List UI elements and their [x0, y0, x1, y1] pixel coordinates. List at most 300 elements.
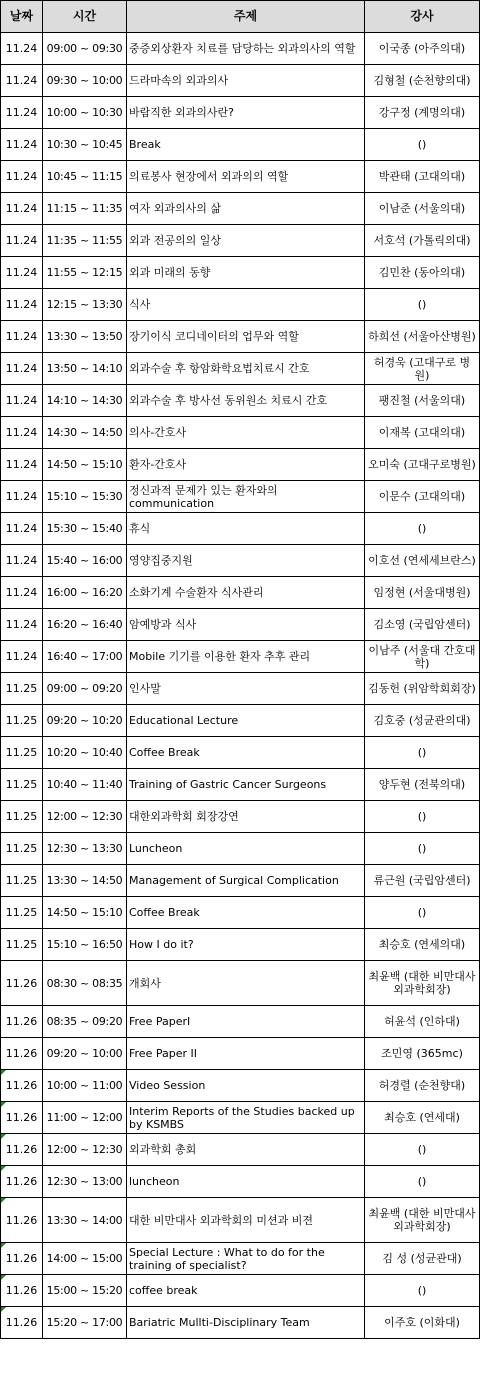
topic-cell	[127, 897, 365, 929]
speaker-cell-text: 오미숙 (고대구로병원)	[368, 458, 476, 471]
time-cell	[43, 1038, 127, 1070]
speaker-cell	[365, 609, 480, 641]
time-cell-text: 10:00 ~ 10:30	[46, 106, 123, 119]
time-cell	[43, 449, 127, 481]
topic-cell-text: Free Paper II	[129, 1047, 197, 1060]
topic-cell-text: 식사	[129, 298, 151, 311]
date-cell	[1, 193, 43, 225]
speaker-cell	[365, 1102, 480, 1134]
speaker-cell	[365, 545, 480, 577]
date-cell-text: 11.24	[5, 42, 38, 55]
date-cell-text: 11.24	[5, 522, 38, 535]
date-cell	[1, 865, 43, 897]
date-cell	[1, 417, 43, 449]
date-cell-text: 11.25	[5, 842, 38, 855]
time-cell-text: 12:15 ~ 13:30	[46, 298, 123, 311]
table-row	[1, 833, 480, 865]
time-cell-text: 09:00 ~ 09:20	[46, 682, 123, 695]
topic-cell-text: 외과 전공의의 일상	[129, 234, 222, 247]
time-cell	[43, 1166, 127, 1198]
speaker-cell-text: ()	[417, 1143, 427, 1156]
time-cell	[43, 961, 127, 1006]
date-cell	[1, 257, 43, 289]
time-cell	[43, 641, 127, 673]
time-cell	[43, 801, 127, 833]
date-cell	[1, 705, 43, 737]
time-cell-text: 16:40 ~ 17:00	[46, 650, 123, 663]
speaker-cell	[365, 705, 480, 737]
date-cell	[1, 897, 43, 929]
table-row	[1, 929, 480, 961]
topic-cell	[127, 577, 365, 609]
date-cell	[1, 289, 43, 321]
date-cell-text: 11.24	[5, 138, 38, 151]
speaker-cell	[365, 577, 480, 609]
topic-cell	[127, 481, 365, 513]
date-cell	[1, 353, 43, 385]
table-row	[1, 769, 480, 801]
speaker-cell-text: 김 성 (성균관대)	[382, 1252, 462, 1265]
date-cell	[1, 737, 43, 769]
topic-cell	[127, 961, 365, 1006]
speaker-cell-text: ()	[417, 842, 427, 855]
speaker-cell-text: 허경렬 (순천향대)	[378, 1079, 466, 1092]
time-cell	[43, 33, 127, 65]
speaker-cell-text: ()	[417, 298, 427, 311]
time-cell	[43, 385, 127, 417]
speaker-cell	[365, 97, 480, 129]
table-row	[1, 193, 480, 225]
date-cell	[1, 833, 43, 865]
speaker-cell-text: 이재복 (고대의대)	[378, 426, 466, 439]
topic-cell	[127, 289, 365, 321]
date-cell	[1, 225, 43, 257]
time-cell-text: 08:35 ~ 09:20	[46, 1015, 123, 1028]
table-row	[1, 65, 480, 97]
time-cell	[43, 289, 127, 321]
speaker-cell	[365, 961, 480, 1006]
speaker-cell	[365, 929, 480, 961]
time-cell-text: 14:00 ~ 15:00	[46, 1252, 123, 1265]
topic-cell	[127, 545, 365, 577]
date-cell	[1, 97, 43, 129]
header-row	[1, 1, 480, 33]
time-cell	[43, 769, 127, 801]
time-cell-text: 10:45 ~ 11:15	[46, 170, 123, 183]
time-cell-text: 09:00 ~ 09:30	[46, 42, 123, 55]
table-row	[1, 737, 480, 769]
speaker-cell-text: ()	[417, 810, 427, 823]
table-row	[1, 1307, 480, 1339]
date-cell	[1, 1102, 43, 1134]
time-cell	[43, 321, 127, 353]
date-cell-text: 11.24	[5, 650, 38, 663]
date-cell	[1, 33, 43, 65]
date-cell	[1, 1038, 43, 1070]
speaker-cell-text: ()	[417, 522, 427, 535]
date-cell	[1, 65, 43, 97]
date-cell	[1, 545, 43, 577]
date-cell	[1, 321, 43, 353]
header-time: 시간	[43, 1, 127, 33]
speaker-cell	[365, 833, 480, 865]
topic-cell-text: 휴식	[129, 522, 151, 535]
date-cell-text: 11.26	[5, 1175, 38, 1188]
time-cell-text: 12:30 ~ 13:00	[46, 1175, 123, 1188]
speaker-cell-text: 서호석 (가톨릭의대)	[373, 234, 471, 247]
speaker-cell-text: 최승호 (연세대)	[384, 1111, 460, 1124]
time-cell-text: 11:15 ~ 11:35	[46, 202, 123, 215]
topic-cell-text: Management of Surgical Complication	[129, 874, 339, 887]
speaker-cell-text: 조민영 (365mc)	[381, 1047, 463, 1060]
date-cell	[1, 1307, 43, 1339]
date-cell-text: 11.26	[5, 1015, 38, 1028]
table-row	[1, 961, 480, 1006]
date-cell-text: 11.24	[5, 234, 38, 247]
topic-cell-text: 장기이식 코디네이터의 업무와 역할	[129, 330, 299, 343]
date-cell	[1, 1006, 43, 1038]
time-cell	[43, 929, 127, 961]
topic-cell-text: 중증외상환자 치료를 담당하는 외과의사의 역할	[129, 42, 356, 55]
date-cell	[1, 385, 43, 417]
speaker-cell-text: 이국종 (아주의대)	[378, 42, 466, 55]
topic-cell	[127, 513, 365, 545]
speaker-cell-text: 하희선 (서울아산병원)	[368, 330, 476, 343]
date-cell-text: 11.24	[5, 362, 38, 375]
date-cell-text: 11.26	[5, 1111, 38, 1124]
time-cell-text: 15:40 ~ 16:00	[46, 554, 123, 567]
topic-cell-text: Interim Reports of the Studies backed up by KSMBS	[129, 1104, 355, 1131]
speaker-cell-text: 이문수 (고대의대)	[378, 490, 466, 503]
date-cell-text: 11.25	[5, 874, 38, 887]
topic-cell	[127, 385, 365, 417]
header-topic: 주제	[127, 1, 365, 33]
date-cell	[1, 673, 43, 705]
time-cell-text: 14:50 ~ 15:10	[46, 906, 123, 919]
topic-cell	[127, 417, 365, 449]
topic-cell	[127, 161, 365, 193]
date-cell-text: 11.24	[5, 170, 38, 183]
topic-cell-text: How I do it?	[129, 938, 194, 951]
time-cell-text: 09:20 ~ 10:00	[46, 1047, 123, 1060]
topic-cell-text: Luncheon	[129, 842, 183, 855]
date-cell-text: 11.24	[5, 74, 38, 87]
table-row	[1, 1102, 480, 1134]
table-row	[1, 385, 480, 417]
date-cell-text: 11.26	[5, 1252, 38, 1265]
topic-cell-text: 인사말	[129, 682, 161, 695]
topic-cell-text: 대한 비만대사 외과학회의 미션과 비젼	[129, 1213, 314, 1227]
date-cell-text: 11.24	[5, 266, 38, 279]
speaker-cell	[365, 865, 480, 897]
topic-cell-text: 외과수술 후 항암화학요법치료시 간호	[129, 362, 310, 375]
header-speaker: 강사	[365, 1, 480, 33]
speaker-cell-text: 허윤석 (인하대)	[384, 1015, 460, 1028]
header-date: 날짜	[1, 1, 43, 33]
table-row	[1, 449, 480, 481]
time-cell-text: 15:30 ~ 15:40	[46, 522, 123, 535]
date-cell	[1, 929, 43, 961]
time-cell	[43, 481, 127, 513]
topic-cell-text: 외과학회 총회	[129, 1143, 197, 1156]
time-cell-text: 11:55 ~ 12:15	[46, 266, 123, 279]
time-cell-text: 16:00 ~ 16:20	[46, 586, 123, 599]
time-cell	[43, 225, 127, 257]
date-cell	[1, 801, 43, 833]
speaker-cell-text: 최승호 (연세의대)	[378, 938, 466, 951]
time-cell	[43, 1006, 127, 1038]
comment-marker-icon	[1, 1243, 6, 1248]
time-cell	[43, 1070, 127, 1102]
topic-cell	[127, 129, 365, 161]
topic-cell-text: Bariatric Mullti-Disciplinary Team	[129, 1316, 310, 1329]
speaker-cell-text: ()	[417, 138, 427, 151]
speaker-cell-text: ()	[417, 906, 427, 919]
time-cell-text: 10:00 ~ 11:00	[46, 1079, 123, 1092]
topic-cell-text: Coffee Break	[129, 746, 200, 759]
speaker-cell	[365, 641, 480, 673]
time-cell	[43, 161, 127, 193]
time-cell	[43, 865, 127, 897]
speaker-cell	[365, 65, 480, 97]
topic-cell-text: 대한외과학회 회장강연	[129, 810, 239, 823]
topic-cell	[127, 833, 365, 865]
table-row	[1, 1166, 480, 1198]
comment-marker-icon	[1, 1307, 6, 1312]
table-row	[1, 545, 480, 577]
table-row	[1, 609, 480, 641]
speaker-cell-text: ()	[417, 1284, 427, 1297]
topic-cell-text: 외과 미래의 동향	[129, 266, 211, 279]
topic-cell	[127, 1134, 365, 1166]
speaker-cell-text: 김호중 (성균관의대)	[373, 714, 471, 727]
speaker-cell-text: 이호선 (연세세브란스)	[368, 554, 476, 567]
time-cell-text: 16:20 ~ 16:40	[46, 618, 123, 631]
topic-cell	[127, 1166, 365, 1198]
topic-cell	[127, 193, 365, 225]
speaker-cell-text: 허경욱 (고대구로 병원)	[373, 355, 471, 382]
speaker-cell-text: 김민찬 (동아의대)	[378, 266, 466, 279]
topic-cell-text: Special Lecture : What to do for the training of specialist?	[129, 1245, 325, 1272]
speaker-cell	[365, 1134, 480, 1166]
time-cell	[43, 417, 127, 449]
table-row	[1, 1070, 480, 1102]
topic-cell	[127, 225, 365, 257]
topic-cell	[127, 737, 365, 769]
table-row	[1, 1198, 480, 1243]
topic-cell	[127, 801, 365, 833]
speaker-cell	[365, 1275, 480, 1307]
date-cell-text: 11.25	[5, 938, 38, 951]
comment-marker-icon	[1, 1198, 6, 1203]
date-cell-text: 11.24	[5, 106, 38, 119]
date-cell-text: 11.26	[5, 1284, 38, 1297]
date-cell	[1, 1275, 43, 1307]
time-cell	[43, 513, 127, 545]
comment-marker-icon	[1, 1102, 6, 1107]
time-cell	[43, 577, 127, 609]
time-cell-text: 09:30 ~ 10:00	[46, 74, 123, 87]
speaker-cell-text: ()	[417, 1175, 427, 1188]
time-cell-text: 14:10 ~ 14:30	[46, 394, 123, 407]
date-cell	[1, 641, 43, 673]
topic-cell	[127, 1070, 365, 1102]
schedule-body	[1, 33, 480, 1339]
time-cell	[43, 545, 127, 577]
time-cell-text: 13:30 ~ 13:50	[46, 330, 123, 343]
comment-marker-icon	[1, 1166, 6, 1171]
comment-marker-icon	[1, 1134, 6, 1139]
topic-cell-text: Video Session	[129, 1079, 206, 1092]
speaker-cell-text: 양두현 (전북의대)	[378, 778, 466, 791]
time-cell-text: 14:30 ~ 14:50	[46, 426, 123, 439]
table-row	[1, 513, 480, 545]
date-cell-text: 11.26	[5, 1316, 38, 1329]
topic-cell-text: Educational Lecture	[129, 714, 239, 727]
time-cell-text: 11:00 ~ 12:00	[46, 1111, 123, 1124]
date-cell	[1, 1070, 43, 1102]
time-cell	[43, 1243, 127, 1275]
time-cell-text: 10:20 ~ 10:40	[46, 746, 123, 759]
topic-cell-text: Break	[129, 138, 161, 151]
speaker-cell-text: ()	[417, 746, 427, 759]
topic-cell-text: 영양집중지원	[129, 554, 193, 567]
topic-cell	[127, 865, 365, 897]
speaker-cell	[365, 353, 480, 385]
time-cell	[43, 609, 127, 641]
topic-cell-text: 여자 외과의사의 삶	[129, 202, 222, 215]
speaker-cell	[365, 321, 480, 353]
date-cell	[1, 769, 43, 801]
date-cell	[1, 577, 43, 609]
topic-cell	[127, 33, 365, 65]
table-row	[1, 673, 480, 705]
time-cell-text: 08:30 ~ 08:35	[46, 976, 123, 990]
date-cell-text: 11.24	[5, 618, 38, 631]
topic-cell-text: 의사-간호사	[129, 426, 187, 439]
date-cell	[1, 481, 43, 513]
topic-cell	[127, 65, 365, 97]
speaker-cell	[365, 1307, 480, 1339]
table-row	[1, 577, 480, 609]
speaker-cell	[365, 129, 480, 161]
date-cell-text: 11.26	[5, 1213, 38, 1227]
speaker-cell	[365, 193, 480, 225]
date-cell	[1, 1134, 43, 1166]
time-cell-text: 15:10 ~ 15:30	[46, 490, 123, 503]
table-row	[1, 897, 480, 929]
speaker-cell-text: 류근원 (국립암센터)	[373, 874, 471, 887]
table-row	[1, 1275, 480, 1307]
table-row	[1, 33, 480, 65]
topic-cell-text: 드라마속의 외과의사	[129, 74, 229, 87]
speaker-cell	[365, 673, 480, 705]
speaker-cell	[365, 1006, 480, 1038]
time-cell	[43, 97, 127, 129]
topic-cell	[127, 929, 365, 961]
speaker-cell	[365, 1070, 480, 1102]
speaker-cell	[365, 513, 480, 545]
speaker-cell-text: 김소영 (국립암센터)	[373, 618, 471, 631]
speaker-cell	[365, 385, 480, 417]
topic-cell-text: Free PaperI	[129, 1015, 191, 1028]
time-cell	[43, 129, 127, 161]
date-cell-text: 11.24	[5, 554, 38, 567]
topic-cell	[127, 449, 365, 481]
table-row	[1, 129, 480, 161]
topic-cell	[127, 609, 365, 641]
date-cell-text: 11.24	[5, 490, 38, 503]
date-cell-text: 11.24	[5, 394, 38, 407]
date-cell-text: 11.26	[5, 1143, 38, 1156]
time-cell	[43, 1275, 127, 1307]
date-cell-text: 11.25	[5, 778, 38, 791]
topic-cell	[127, 1307, 365, 1339]
time-cell-text: 14:50 ~ 15:10	[46, 458, 123, 471]
speaker-cell	[365, 161, 480, 193]
time-cell	[43, 737, 127, 769]
time-cell	[43, 1307, 127, 1339]
speaker-cell-text: 이주호 (이화대)	[384, 1316, 460, 1329]
time-cell	[43, 897, 127, 929]
speaker-cell	[365, 481, 480, 513]
date-cell-text: 11.24	[5, 298, 38, 311]
date-cell	[1, 1166, 43, 1198]
date-cell	[1, 161, 43, 193]
speaker-cell-text: 이남준 (서울의대)	[378, 202, 466, 215]
time-cell	[43, 1134, 127, 1166]
speaker-cell	[365, 1166, 480, 1198]
date-cell	[1, 1198, 43, 1243]
date-cell-text: 11.26	[5, 976, 38, 990]
date-cell-text: 11.24	[5, 426, 38, 439]
time-cell	[43, 257, 127, 289]
table-row	[1, 321, 480, 353]
topic-cell	[127, 673, 365, 705]
time-cell	[43, 833, 127, 865]
topic-cell-text: Mobile 기기를 이용한 환자 추후 관리	[129, 650, 311, 663]
date-cell-text: 11.24	[5, 586, 38, 599]
topic-cell	[127, 641, 365, 673]
date-cell-text: 11.26	[5, 1079, 38, 1092]
date-cell-text: 11.26	[5, 1047, 38, 1060]
table-row	[1, 801, 480, 833]
speaker-cell	[365, 1243, 480, 1275]
date-cell-text: 11.24	[5, 330, 38, 343]
topic-cell-text: Training of Gastric Cancer Surgeons	[129, 778, 327, 791]
date-cell-text: 11.25	[5, 906, 38, 919]
topic-cell	[127, 97, 365, 129]
speaker-cell	[365, 1198, 480, 1243]
table-row	[1, 1006, 480, 1038]
topic-cell-text: 정신과적 문제가 있는 환자와의 communication	[129, 483, 278, 510]
topic-cell	[127, 257, 365, 289]
topic-cell-text: 의료봉사 현장에서 외과의의 역할	[129, 170, 289, 183]
time-cell-text: 15:00 ~ 15:20	[46, 1284, 123, 1297]
speaker-cell	[365, 417, 480, 449]
speaker-cell-text: 임정현 (서울대병원)	[373, 586, 471, 599]
time-cell-text: 13:50 ~ 14:10	[46, 362, 123, 375]
speaker-cell-text: 이남주 (서울대 간호대학)	[368, 643, 476, 670]
topic-cell-text: luncheon	[129, 1175, 180, 1188]
time-cell	[43, 705, 127, 737]
speaker-cell-text: 최윤백 (대한 비만대사 외과학회장)	[368, 970, 476, 996]
date-cell-text: 11.25	[5, 714, 38, 727]
table-row	[1, 641, 480, 673]
time-cell-text: 13:30 ~ 14:00	[46, 1213, 123, 1227]
speaker-cell	[365, 289, 480, 321]
date-cell-text: 11.24	[5, 202, 38, 215]
